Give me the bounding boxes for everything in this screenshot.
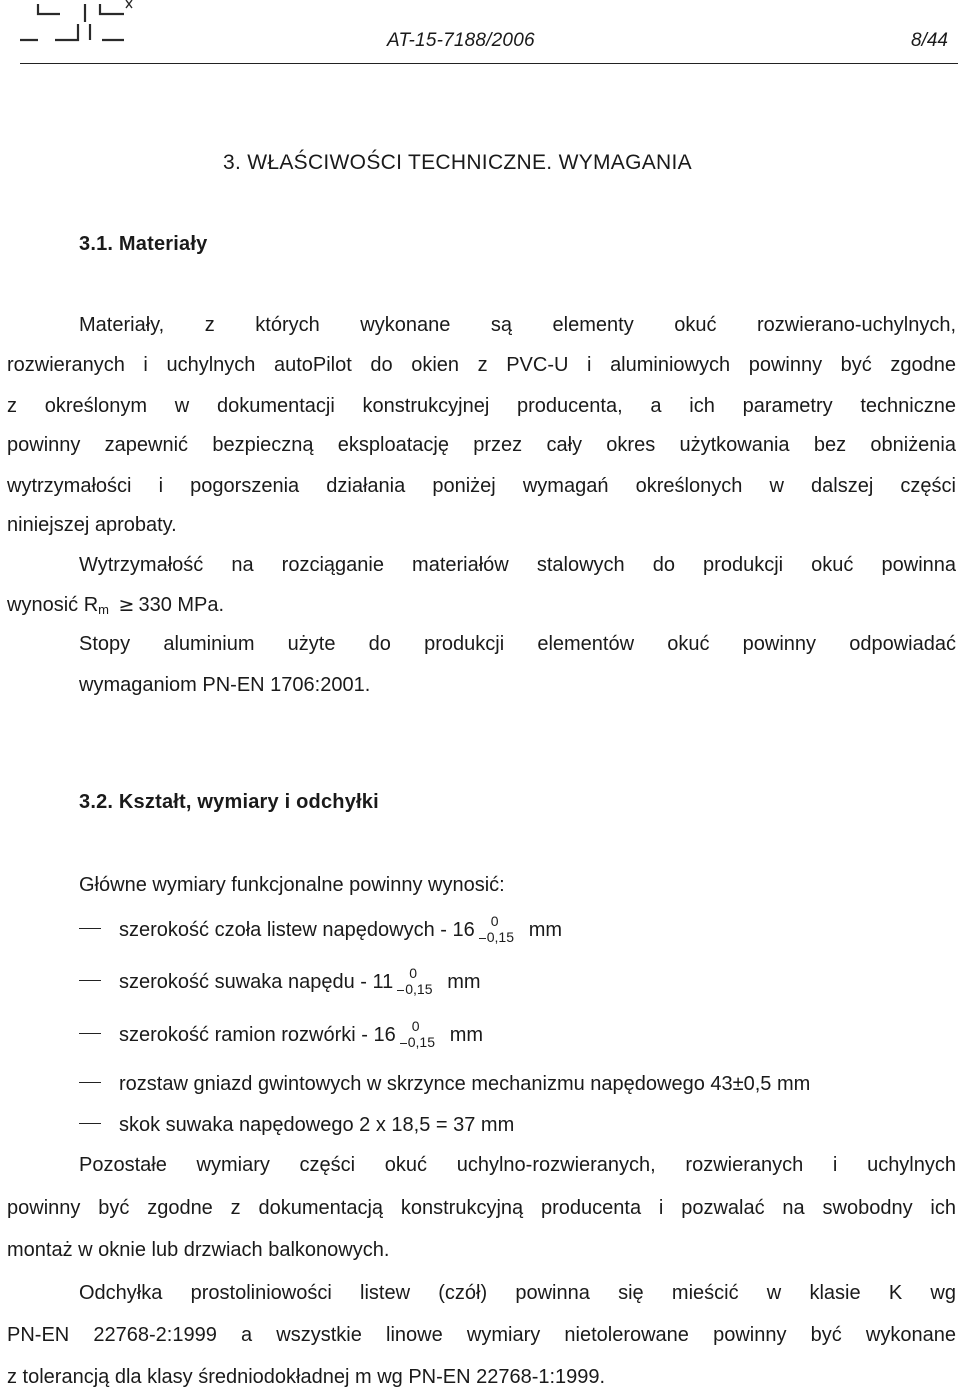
tolerance — [400, 1018, 446, 1050]
section-title: 3. WŁAŚCIWOŚCI TECHNICZNE. WYMAGANIA — [223, 151, 692, 174]
list-item-text: szerokość suwaka napędu - 11 — [119, 971, 394, 993]
dash-bullet-icon — [79, 928, 101, 929]
tolerance — [397, 965, 443, 997]
dimensions-intro: Główne wymiary funkcjonalne powinny wynosić: — [79, 874, 505, 896]
paragraph-line: z tolerancją dla klasy średniodokładnej m wg PN-EN 22768-1:1999. — [7, 1366, 606, 1388]
subsection-heading-materials — [79, 233, 207, 256]
tolerance-lower: 0,15 — [486, 929, 514, 945]
paragraph-line: powinny zapewnić bezpieczną eksploatację przez cały okres użytkowania bez obniżenia — [7, 434, 956, 456]
list-item-text: szerokość czoła listew napędowych - 16 — [119, 919, 475, 941]
paragraph-line: Materiały, z których wykonane są elementy okuć rozwierano-uchylnych, — [79, 314, 956, 336]
dash-bullet-icon — [79, 1033, 101, 1034]
paragraph-line: niniejszej aprobaty. — [7, 514, 177, 536]
tolerance-upper: 0 — [409, 965, 418, 981]
unit: mm — [528, 919, 563, 941]
tolerance-lower-wrap — [397, 977, 432, 1001]
unit: mm — [449, 1024, 484, 1046]
minus-sign — [397, 990, 404, 991]
unit: mm — [447, 971, 481, 993]
minus-sign — [479, 938, 486, 939]
tensile-prefix: wynosić R — [7, 594, 99, 616]
minus-sign — [400, 1043, 407, 1044]
paragraph-line: montaż w oknie lub drzwiach balkonowych. — [7, 1239, 390, 1261]
header-divider — [20, 63, 958, 64]
tolerance-upper: 0 — [490, 913, 499, 929]
list-item — [79, 965, 481, 997]
paragraph-line: wymaganiom PN-EN 1706:2001. — [79, 674, 371, 696]
list-item — [79, 913, 563, 945]
tensile-strength-line — [7, 593, 956, 622]
paragraph-line: Odchyłka prostoliniowości listew (czół) powinna się mieścić w klasie K wg — [79, 1282, 956, 1304]
list-item-text: szerokość ramion rozwórki - 16 — [119, 1024, 396, 1046]
subsection-heading-dimensions — [79, 791, 379, 814]
list-item — [79, 1113, 514, 1137]
company-logo-icon — [0, 0, 150, 60]
paragraph-line: wytrzymałości i pogorszenia działania poniżej wymagań określonych w dalszej części — [7, 475, 956, 497]
document-number: AT-15-7188/2006 — [387, 30, 535, 51]
geq-symbol: ≥ — [118, 594, 135, 616]
paragraph-line: PN-EN 22768-2:1999 a wszystkie linowe wymiary nietolerowane powinny być wykonane — [7, 1324, 956, 1346]
tolerance-upper: 0 — [411, 1018, 420, 1034]
dash-bullet-icon — [79, 1123, 101, 1124]
tolerance — [479, 913, 525, 945]
paragraph-line: powinny być zgodne z dokumentacją konstrukcyjną producenta i pozwalać na swobodny ich — [7, 1197, 956, 1219]
paragraph-line: rozwieranych i uchylnych autoPilot do okien z PVC-U i aluminiowych powinny być zgodne — [7, 354, 956, 376]
dash-bullet-icon — [79, 1082, 101, 1083]
paragraph-line: z określonym w dokumentacji konstrukcyjnej producenta, a ich parametry techniczne — [7, 395, 956, 417]
paragraph-line: Pozostałe wymiary części okuć uchylno-rozwieranych, rozwieranych i uchylnych — [79, 1154, 956, 1176]
list-item-text: skok suwaka napędowego 2 x 18,5 = 37 mm — [119, 1114, 515, 1136]
page-number: 8/44 — [911, 30, 948, 51]
tolerance-lower-wrap — [479, 925, 514, 949]
subsection-heading-text: 3.1. Materiały — [79, 233, 208, 255]
dash-bullet-icon — [79, 980, 101, 981]
paragraph-line: Wytrzymałość na rozciąganie materiałów stalowych do produkcji okuć powinna — [79, 554, 956, 576]
paragraph-line: Stopy aluminium użyte do produkcji elementów okuć powinny odpowiadać — [79, 633, 956, 655]
list-item — [79, 1072, 810, 1096]
list-item-text: rozstaw gniazd gwintowych w skrzynce mechanizmu napędowego 43±0,5 mm — [119, 1073, 811, 1095]
tensile-subscript: m — [98, 602, 109, 617]
subsection-heading-text: 3.2. Kształt, wymiary i odchyłki — [79, 791, 379, 813]
tolerance-lower: 0,15 — [407, 1034, 435, 1050]
list-item — [79, 1018, 484, 1050]
tolerance-lower-wrap — [400, 1030, 435, 1054]
tolerance-lower: 0,15 — [405, 981, 433, 997]
tensile-value: 330 MPa. — [138, 594, 225, 616]
